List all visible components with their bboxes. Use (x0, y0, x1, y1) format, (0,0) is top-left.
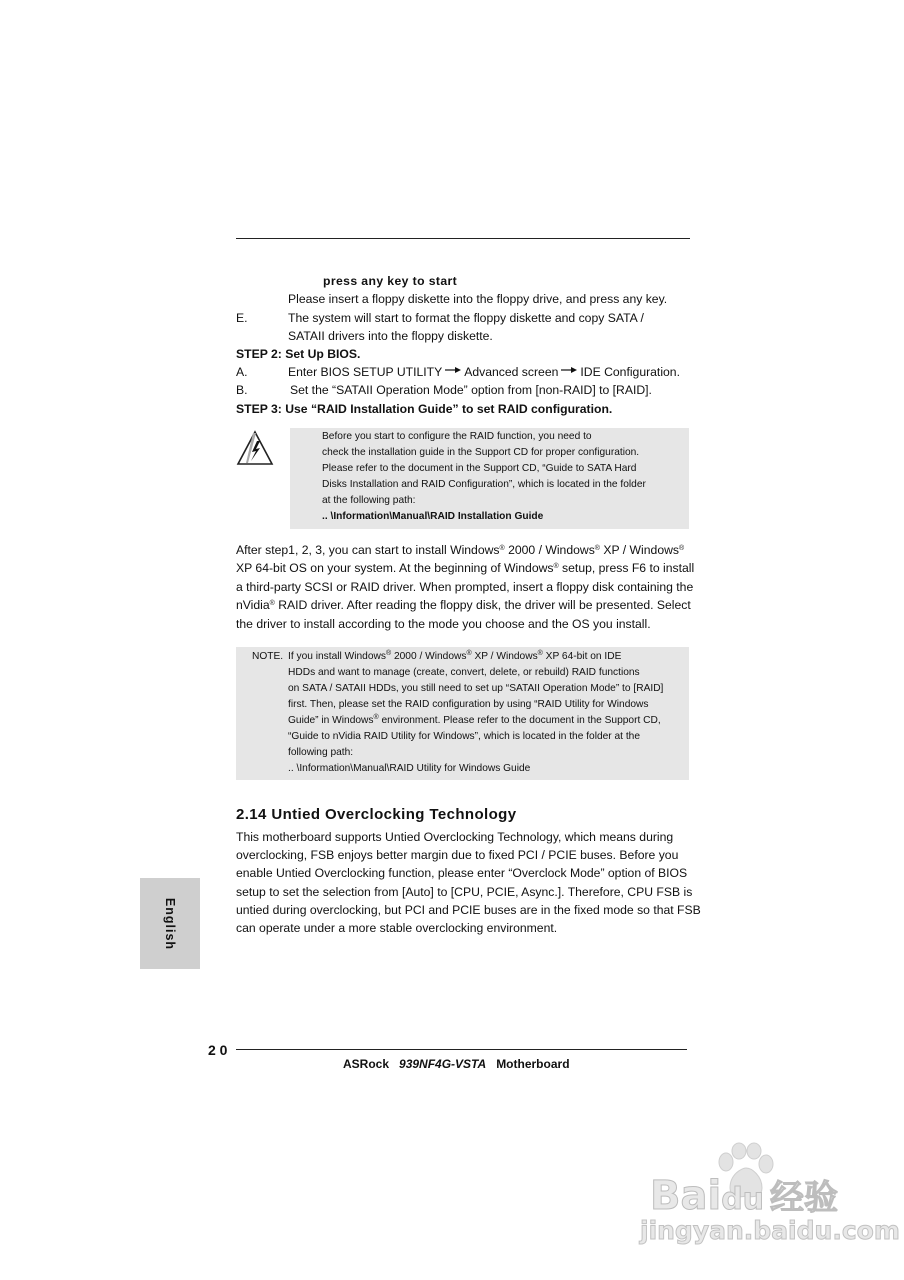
note-line-2: HDDs and want to manage (create, convert, delete, or rebuild) RAID functions (288, 667, 640, 678)
after-para-line-3: a third-party SCSI or RAID driver. When prompted, insert a floppy disk containing the (236, 580, 694, 594)
note-line-7: following path: (288, 747, 354, 758)
watermark-jingyan: 经验 (770, 1178, 839, 1218)
after-para-line-1: After step1, 2, 3, you can start to install Windows® 2000 / Windows® XP / Windows® (236, 543, 685, 557)
caution-line-5: at the following path: (322, 495, 416, 506)
step-3-title: STEP 3: Use “RAID Installation Guide” to set RAID configuration. (236, 402, 613, 416)
note-line-6: “Guide to nVidia RAID Utility for Windows”, which is located in the folder at the (288, 731, 641, 742)
footer-product: Motherboard (496, 1057, 570, 1071)
language-side-tab (140, 878, 200, 969)
note-line-5: Guide” in Windows® environment. Please refer to the document in the Support CD, (288, 714, 661, 726)
top-rule (236, 238, 690, 239)
footer-rule (236, 1049, 687, 1050)
section-line-6: can operate under a more stable overclocking environment. (236, 921, 558, 935)
language-label: English (163, 897, 177, 950)
step-2a-label: A. (236, 365, 248, 379)
note-path: .. \Information\Manual\RAID Utility for Windows Guide (288, 763, 531, 774)
step-e-line-1: The system will start to format the floppy diskette and copy SATA / (288, 311, 644, 325)
section-line-5: untied during overclocking, but PCI and PCIE buses are in the fixed mode so that FSB (236, 903, 701, 917)
advanced-screen-text: Advanced screen (464, 365, 559, 379)
section-line-3: enable Untied Overclocking function, please enter “Overclock Mode” option of BIOS (236, 866, 688, 880)
watermark-du: du (721, 1182, 765, 1217)
after-para-line-5: the driver to install according to the mode you choose and the OS you install. (236, 617, 651, 631)
caution-line-1: Before you start to configure the RAID function, you need to (322, 431, 592, 442)
insert-diskette-text: Please insert a floppy diskette into the floppy drive, and press any key. (288, 292, 668, 306)
step-2-title: STEP 2: Set Up BIOS. (236, 347, 361, 361)
after-para-line-4: nVidia® RAID driver. After reading the floppy disk, the driver will be presented. Select (236, 598, 691, 612)
footer-model: 939NF4G-VSTA (399, 1057, 487, 1071)
page-number: 2 0 (208, 1042, 228, 1058)
ide-config-text: IDE Configuration. (580, 365, 680, 379)
caution-line-4: Disks Installation and RAID Configuration”, which is located in the folder (322, 479, 646, 490)
press-key-prompt: press any key to start (323, 274, 458, 288)
step-2b-label: B. (236, 383, 248, 397)
step-e-line-2: SATAII drivers into the floppy diskette. (288, 329, 493, 343)
baidu-watermark-url: jingyan.baidu.com (640, 1216, 900, 1245)
section-heading: 2.14 Untied Overclocking Technology (236, 806, 517, 823)
caution-line-3: Please refer to the document in the Support CD, “Guide to SATA Hard (322, 463, 637, 474)
note-line-1: If you install Windows® 2000 / Windows® XP / Windows® XP 64-bit on IDE (288, 650, 622, 662)
note-label: NOTE. (252, 651, 284, 662)
bios-utility-text: Enter BIOS SETUP UTILITY (288, 365, 443, 379)
footer-text (343, 1055, 570, 1073)
note-line-3: on SATA / SATAII HDDs, you still need to set up “SATAII Operation Mode” to [RAID] (288, 683, 664, 694)
caution-lightning-icon (236, 430, 274, 466)
caution-path: .. \Information\Manual\RAID Installation Guide (322, 511, 544, 522)
step-e-label: E. (236, 311, 248, 325)
watermark-bai: Bai (650, 1173, 722, 1219)
note-line-4: first. Then, please set the RAID configuration by using “RAID Utility for Windows (288, 699, 649, 710)
step-2b-text: Set the “SATAII Operation Mode” option from [non-RAID] to [RAID]. (290, 383, 652, 397)
section-line-1: This motherboard supports Untied Overclocking Technology, which means during (236, 830, 674, 844)
footer-brand: ASRock (343, 1057, 390, 1071)
caution-line-2: check the installation guide in the Support CD for proper configuration. (322, 447, 640, 458)
section-line-2: overclocking, FSB enjoys better margin due to fixed PCI / PCIE buses. Before you (236, 848, 679, 862)
section-line-4: setup to set the selection from [Auto] to [CPU, PCIE, Async.]. Therefore, CPU FSB is (236, 885, 693, 899)
baidu-watermark-logo (650, 1170, 838, 1219)
step-2a-text (288, 363, 680, 381)
right-arrow-icon (445, 366, 461, 374)
right-arrow-icon (561, 366, 577, 374)
after-para-line-2: XP 64-bit OS on your system. At the beginning of Windows® setup, press F6 to install (236, 561, 695, 575)
